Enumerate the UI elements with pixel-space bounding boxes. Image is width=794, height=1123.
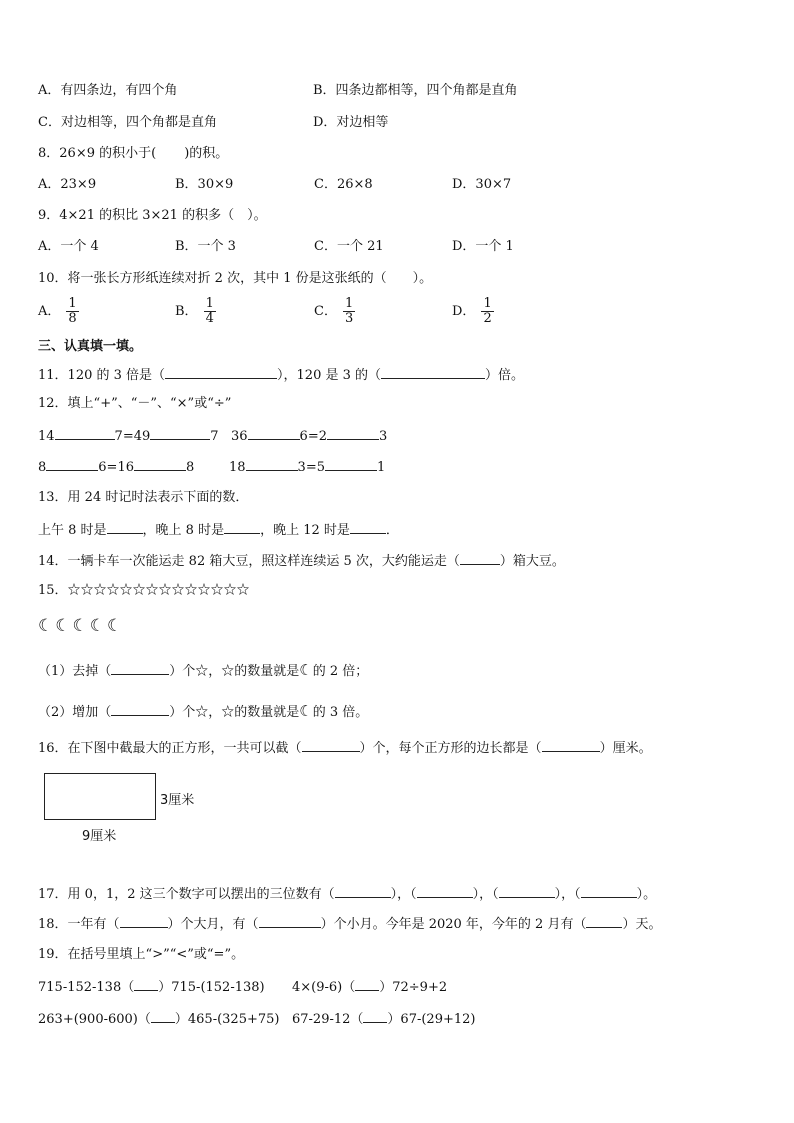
q16-blank-2[interactable] <box>542 738 600 752</box>
q18 <box>38 914 661 934</box>
q12-row-1 <box>38 426 219 446</box>
height-label: 3厘米 <box>160 793 195 808</box>
q13-text-b: ，晚上 8 时是 <box>142 523 225 538</box>
q11-text-b: ），120 是 3 的（ <box>277 368 382 383</box>
denominator: 3 <box>344 311 354 326</box>
q8-option-a: A．23×9 <box>38 177 97 192</box>
q8-stem-a: 8．26×9 的积小于( <box>38 146 157 161</box>
q7-option-a: A．有四条边，有四个角 <box>38 83 178 98</box>
q19-text: 263+(900-600)（ <box>38 1012 151 1027</box>
operand: 3=5 <box>297 460 325 475</box>
q15-sub2-text-c: 的 3 倍。 <box>312 705 369 720</box>
q9-stem: 9．4×21 的积比 3×21 的积多（ ）。 <box>38 208 267 223</box>
q14-blank[interactable] <box>460 551 500 565</box>
compare-blank[interactable] <box>363 1009 387 1023</box>
q8-option-c: C．26×8 <box>314 177 373 192</box>
numerator: 1 <box>344 296 354 311</box>
q11-blank-2[interactable] <box>381 365 485 379</box>
moon-icon: ☾ <box>299 702 313 720</box>
q11-blank-1[interactable] <box>165 365 277 379</box>
q15-sub1-text-a: （1）去掉（ <box>38 664 112 679</box>
q7-option-b: B．四条边都相等，四个角都是直角 <box>313 83 518 98</box>
q10-stem: 10．将一张长方形纸连续对折 2 次，其中 1 份是这张纸的（ ）。 <box>38 271 433 286</box>
q17-blank-1[interactable] <box>335 884 391 898</box>
q19-text: 715-152-138（ <box>38 980 135 995</box>
q15-number: 15． <box>38 583 68 598</box>
rectangle-figure <box>44 773 156 820</box>
q10-option-c-letter: C． <box>314 304 337 319</box>
operand: 36 <box>231 429 248 444</box>
q17-text-a: 17．用 0，1，2 这三个数字可以摆出的三位数有（ <box>38 887 335 902</box>
q17 <box>38 884 656 904</box>
q17-blank-2[interactable] <box>417 884 473 898</box>
numerator: 1 <box>205 296 214 311</box>
q15-sub1-text-b: ）个☆，☆的数量就是 <box>169 664 300 679</box>
fraction <box>481 297 493 326</box>
q18-text-b: ）个大月，有（ <box>167 917 259 932</box>
compare-blank[interactable] <box>134 977 158 991</box>
numerator: 1 <box>483 296 492 311</box>
q9-option-a: A．一个 4 <box>38 239 99 254</box>
q19-row-2 <box>38 1009 279 1029</box>
operand: 8 <box>186 460 195 475</box>
q13-text-a: 上午 8 时是 <box>38 523 107 538</box>
q16-text-c: ）厘米。 <box>599 741 652 756</box>
operator-blank[interactable] <box>55 426 115 440</box>
q10-option-b <box>175 297 216 326</box>
q15-blank-2[interactable] <box>111 702 169 716</box>
operand: 1 <box>376 460 386 475</box>
operator-blank[interactable] <box>246 457 298 471</box>
operand: 8 <box>38 460 47 475</box>
q17-sep: ），（ <box>390 887 417 902</box>
q18-text-a: 18．一年有（ <box>38 917 120 932</box>
denominator: 4 <box>205 311 214 326</box>
q10-option-d <box>452 297 494 326</box>
q8-stem-b: )的积。 <box>184 146 229 161</box>
q8-option-b: B．30×9 <box>175 177 234 192</box>
q19-row-2-right <box>292 1009 475 1029</box>
q19-row-1-right <box>292 977 447 997</box>
operand: 6=2 <box>299 429 327 444</box>
compare-blank[interactable] <box>151 1009 175 1023</box>
q18-text-d: ）天。 <box>622 917 662 932</box>
q13-blank-3[interactable] <box>350 520 386 534</box>
operator-blank[interactable] <box>150 426 210 440</box>
denominator: 2 <box>483 311 492 326</box>
operator-blank[interactable] <box>248 426 300 440</box>
q17-end: ）。 <box>636 887 657 902</box>
operand: 18 <box>229 460 246 475</box>
operand: 7 <box>210 429 219 444</box>
q17-sep: ），（ <box>554 887 581 902</box>
q15-stars-line <box>38 582 250 600</box>
q10-option-a <box>38 297 79 326</box>
q18-text-c: ）个小月。今年是 2020 年，今年的 2 月有（ <box>320 917 587 932</box>
q9-option-c: C．一个 21 <box>314 239 384 254</box>
fraction <box>66 297 78 326</box>
q19-text: ）72÷9+2 <box>379 980 448 995</box>
q10-option-d-letter: D． <box>452 304 476 319</box>
q13-text-d: ． <box>385 523 399 538</box>
q16 <box>38 738 652 758</box>
compare-blank[interactable] <box>355 977 379 991</box>
operand: 7=49 <box>114 429 151 444</box>
moon-icon: ☾ <box>299 661 313 679</box>
q14-text-a: 14．一辆卡车一次能运走 82 箱大豆，照这样连续运 5 次，大约能运走（ <box>38 554 460 569</box>
q18-blank-2[interactable] <box>259 914 321 928</box>
numerator: 1 <box>68 296 77 311</box>
q8-stem <box>38 145 228 163</box>
q19-stem: 19．在括号里填上“>”“<”或“=”。 <box>38 947 245 962</box>
q12-row-2 <box>38 457 194 477</box>
q19-text: ）465-(325+75) <box>174 1012 280 1027</box>
width-label: 9厘米 <box>82 829 117 844</box>
q8-option-d: D．30×7 <box>452 177 512 192</box>
q15-sub-1 <box>38 661 368 681</box>
q19-text: ）67-(29+12) <box>387 1012 476 1027</box>
q9-option-d: D．一个 1 <box>452 239 514 254</box>
denominator: 8 <box>68 311 77 326</box>
q7-option-c: C．对边相等，四个角都是直角 <box>38 115 217 130</box>
q17-sep: ），（ <box>472 887 499 902</box>
q17-blank-4[interactable] <box>581 884 637 898</box>
q15-sub2-text-b: ）个☆，☆的数量就是 <box>169 705 300 720</box>
q11 <box>38 365 524 385</box>
q10-option-b-letter: B． <box>175 304 198 319</box>
q11-text-a: 11．120 的 3 倍是（ <box>38 368 166 383</box>
q19-row-1 <box>38 977 265 997</box>
q17-blank-3[interactable] <box>499 884 555 898</box>
q15-sub1-text-c: 的 2 倍； <box>312 664 369 679</box>
q18-blank-1[interactable] <box>120 914 168 928</box>
operator-blank[interactable] <box>327 426 379 440</box>
star-icon-row: ☆☆☆☆☆☆☆☆☆☆☆☆☆☆ <box>67 583 250 598</box>
operator-blank[interactable] <box>46 457 98 471</box>
q19-text: 4×(9-6)（ <box>292 980 356 995</box>
section-heading: 三、认真填一填。 <box>38 339 143 354</box>
q12-row-1-right <box>231 426 387 446</box>
q16-blank-1[interactable] <box>302 738 360 752</box>
q13-blank-2[interactable] <box>224 520 260 534</box>
q14-text-b: ）箱大豆。 <box>499 554 565 569</box>
operand: 14 <box>38 429 55 444</box>
fraction <box>343 297 355 326</box>
moon-icon-row: ☾☾☾☾☾ <box>38 616 125 636</box>
q19-text: 67-29-12（ <box>292 1012 364 1027</box>
q10-option-c <box>314 297 355 326</box>
q13-text-c: ，晚上 12 时是 <box>260 523 350 538</box>
q18-blank-3[interactable] <box>586 914 622 928</box>
operand: 3 <box>378 429 388 444</box>
q19-text: ）715-(152-138) <box>158 980 265 995</box>
q11-text-c: ）倍。 <box>485 368 525 383</box>
q13-line <box>38 520 399 540</box>
q16-text-a: 16．在下图中截最大的正方形，一共可以截（ <box>38 741 302 756</box>
q9-option-b: B．一个 3 <box>175 239 236 254</box>
operator-blank[interactable] <box>325 457 377 471</box>
q13-stem: 13．用 24 时记时法表示下面的数． <box>38 490 249 505</box>
q10-option-a-letter: A． <box>38 304 61 319</box>
q15-sub2-text-a: （2）增加（ <box>38 705 112 720</box>
q16-text-b: ）个，每个正方形的边长都是（ <box>359 741 542 756</box>
q12-row-2-right <box>229 457 385 477</box>
q12-stem: 12．填上“+”、“－”、“×”或“÷” <box>38 396 232 411</box>
operand: 6=16 <box>98 460 134 475</box>
q14 <box>38 551 565 571</box>
q13-blank-1[interactable] <box>107 520 143 534</box>
operator-blank[interactable] <box>134 457 186 471</box>
fraction <box>204 297 216 326</box>
q15-sub-2 <box>38 702 368 722</box>
q15-blank-1[interactable] <box>111 661 169 675</box>
q7-option-d: D．对边相等 <box>313 115 389 130</box>
